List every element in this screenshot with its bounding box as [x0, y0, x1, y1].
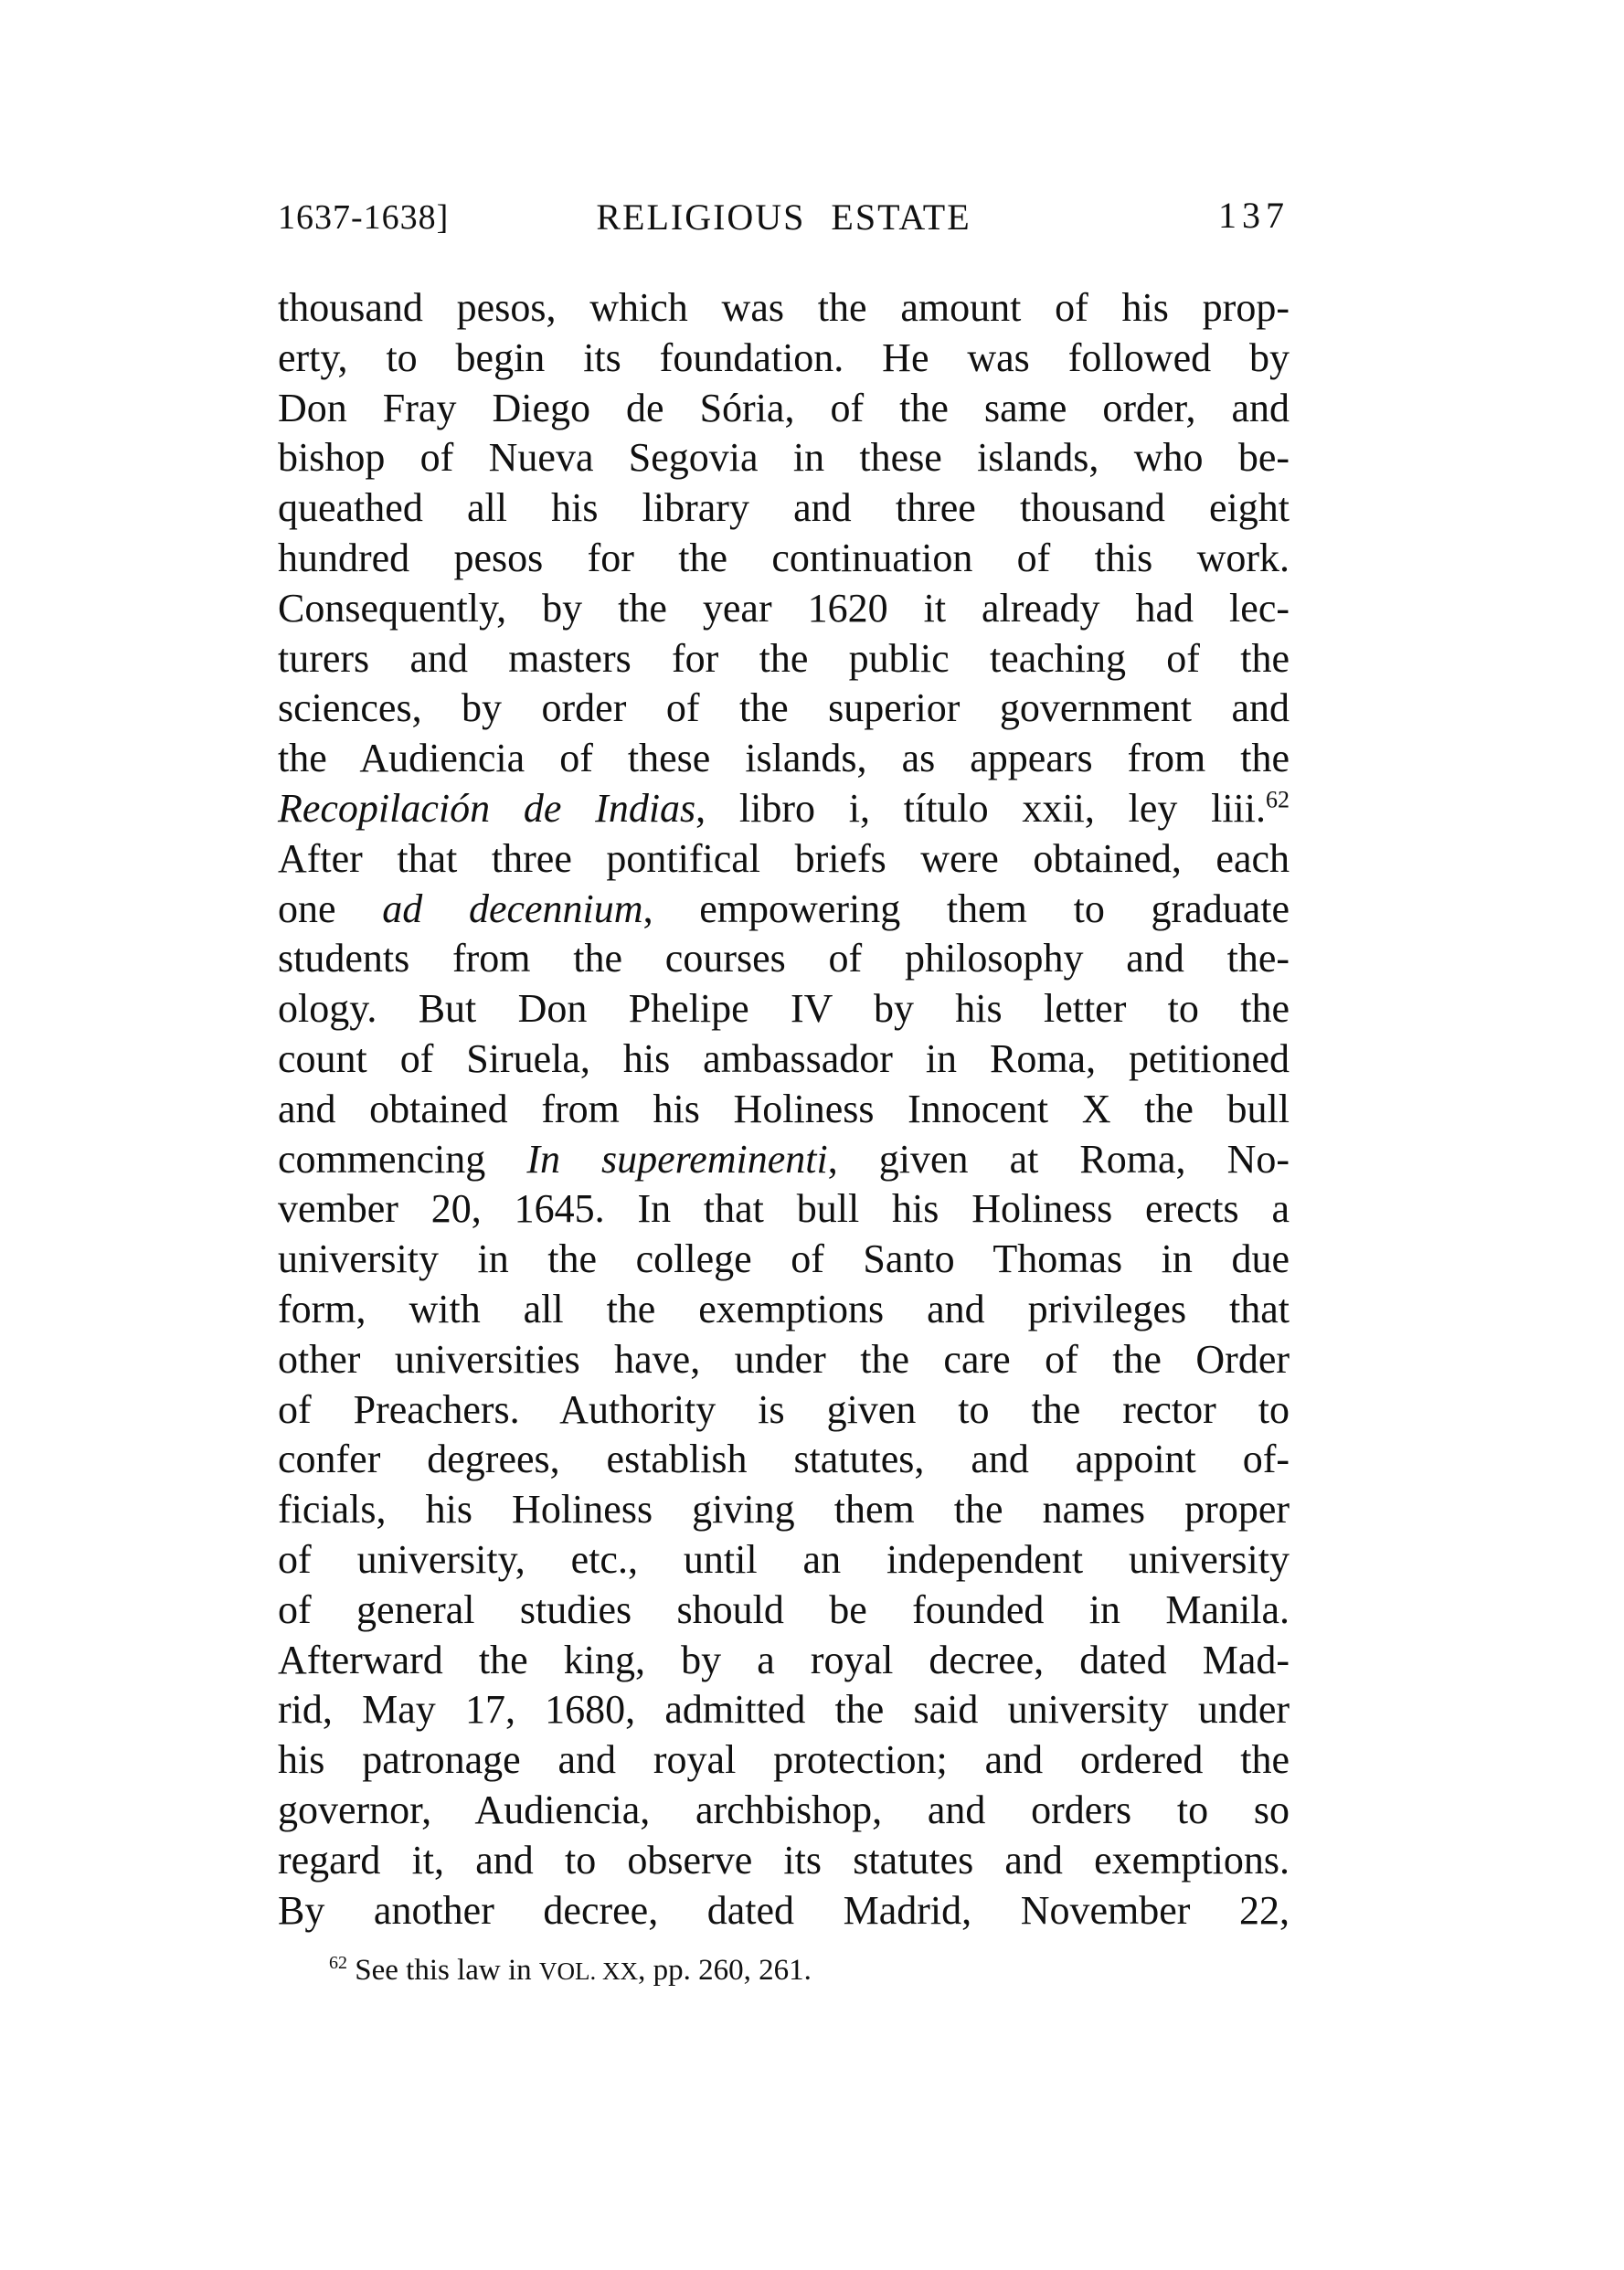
italic-phrase: Recopilación de Indias: [278, 785, 696, 831]
body-line: [278, 1836, 1290, 1886]
text-run: ficials, his Holiness giving them the names proper: [278, 1487, 1290, 1533]
text-run: vember 20, 1645. In that bull his Holiness erects a: [278, 1186, 1290, 1232]
body-line: [278, 334, 1290, 384]
body-line: [278, 1435, 1290, 1485]
body-line: [278, 1285, 1290, 1335]
body-line: [278, 1034, 1290, 1085]
body-line: [278, 584, 1290, 634]
body-line: [278, 1586, 1290, 1636]
text-run: commencing: [278, 1136, 527, 1182]
page-header: [278, 194, 1290, 245]
text-run: confer degrees, establish statutes, and appoint of-: [278, 1437, 1290, 1482]
text-run: of Preachers. Authority is given to the rector to: [278, 1386, 1290, 1432]
text-run: Don Fray Diego de Sória, of the same order, and: [278, 385, 1290, 430]
footnote-reference: 62: [1266, 786, 1290, 813]
header-date-range: 1637-1638]: [278, 198, 450, 237]
text-run: erty, to begin its foundation. He was followed by: [278, 334, 1290, 380]
text-run: his patronage and royal protection; and ordered the: [278, 1737, 1290, 1783]
text-run: Consequently, by the year 1620 it already had lec-: [278, 585, 1290, 631]
text-run: students from the courses of philosophy and the-: [278, 936, 1290, 981]
body-line: [278, 984, 1290, 1034]
body-line: [278, 1085, 1290, 1135]
body-line: [278, 1535, 1290, 1586]
text-run: After that three pontifical briefs were obtained, each: [278, 835, 1290, 881]
body-line: [278, 483, 1290, 534]
body-line: [278, 1235, 1290, 1285]
small-caps-text: VOL. XX: [538, 1957, 639, 1986]
body-line: [278, 1385, 1290, 1436]
body-line: [278, 433, 1290, 483]
text-run: governor, Audiencia, archbishop, and orders to so: [278, 1787, 1290, 1832]
text-run: , libro i, título xxii, ley liii.: [695, 785, 1266, 831]
body-line: [278, 384, 1290, 434]
body-line: [278, 1786, 1290, 1836]
body-line: [278, 834, 1290, 885]
body-line: [278, 885, 1290, 935]
text-run: Afterward the king, by a royal decree, dated Mad-: [278, 1637, 1290, 1682]
text-run: sciences, by order of the superior government and: [278, 685, 1290, 731]
text-run: university in the college of Santo Thomas in due: [278, 1236, 1290, 1282]
body-line: [278, 934, 1290, 984]
body-line: [278, 734, 1290, 784]
text-run: rid, May 17, 1680, admitted the said university under: [278, 1687, 1290, 1733]
body-line: [278, 534, 1290, 584]
body-text: [278, 283, 1290, 1936]
italic-phrase: ad decennium: [382, 886, 643, 931]
text-run: of general studies should be founded in Manila.: [278, 1586, 1290, 1632]
text-run: the Audiencia of these islands, as appears from the: [278, 736, 1290, 781]
text-run: count of Siruela, his ambassador in Roma, petitioned: [278, 1035, 1290, 1081]
body-line: [278, 1135, 1290, 1185]
header-page-number: 137: [1218, 195, 1290, 236]
footnote: [278, 1950, 1290, 1991]
body-line: [278, 1685, 1290, 1735]
header-title: RELIGIOUS ESTATE: [596, 196, 971, 238]
body-line: [278, 283, 1290, 334]
text-run: thousand pesos, which was the amount of his prop-: [278, 285, 1290, 330]
body-line: [278, 1335, 1290, 1385]
body-line: [278, 684, 1290, 734]
body-line: [278, 1636, 1290, 1686]
body-line: [278, 1735, 1290, 1786]
body-line: [278, 784, 1290, 834]
body-line: [278, 1184, 1290, 1235]
text-run: , given at Roma, No-: [827, 1136, 1290, 1182]
text-run: queathed all his library and three thousand eight: [278, 485, 1290, 531]
body-line: [278, 1485, 1290, 1535]
footnote-reference: 62: [329, 1953, 347, 1974]
text-run: other universities have, under the care of the Order: [278, 1336, 1290, 1382]
text-run: , empowering them to graduate: [642, 886, 1290, 931]
text-run: hundred pesos for the continuation of this work.: [278, 535, 1290, 580]
text-run: ology. But Don Phelipe IV by his letter to the: [278, 986, 1290, 1032]
text-run: , pp. 260, 261.: [638, 1954, 812, 1988]
text-run: turers and masters for the public teaching of the: [278, 635, 1290, 681]
body-line: [278, 1886, 1290, 1936]
text-run: form, with all the exemptions and privileges that: [278, 1286, 1290, 1331]
text-run: one: [278, 886, 383, 931]
text-run: bishop of Nueva Segovia in these islands, who be-: [278, 435, 1290, 481]
text-run: See this law in: [347, 1954, 539, 1988]
text-block: [278, 194, 1290, 1991]
body-line: [278, 634, 1290, 684]
italic-phrase: In supereminenti: [526, 1136, 828, 1182]
text-run: and obtained from his Holiness Innocent X the bull: [278, 1086, 1290, 1131]
text-run: regard it, and to observe its statutes and exemptions.: [278, 1837, 1290, 1883]
text-run: By another decree, dated Madrid, November 22,: [278, 1887, 1290, 1933]
text-run: of university, etc., until an independent university: [278, 1536, 1290, 1582]
